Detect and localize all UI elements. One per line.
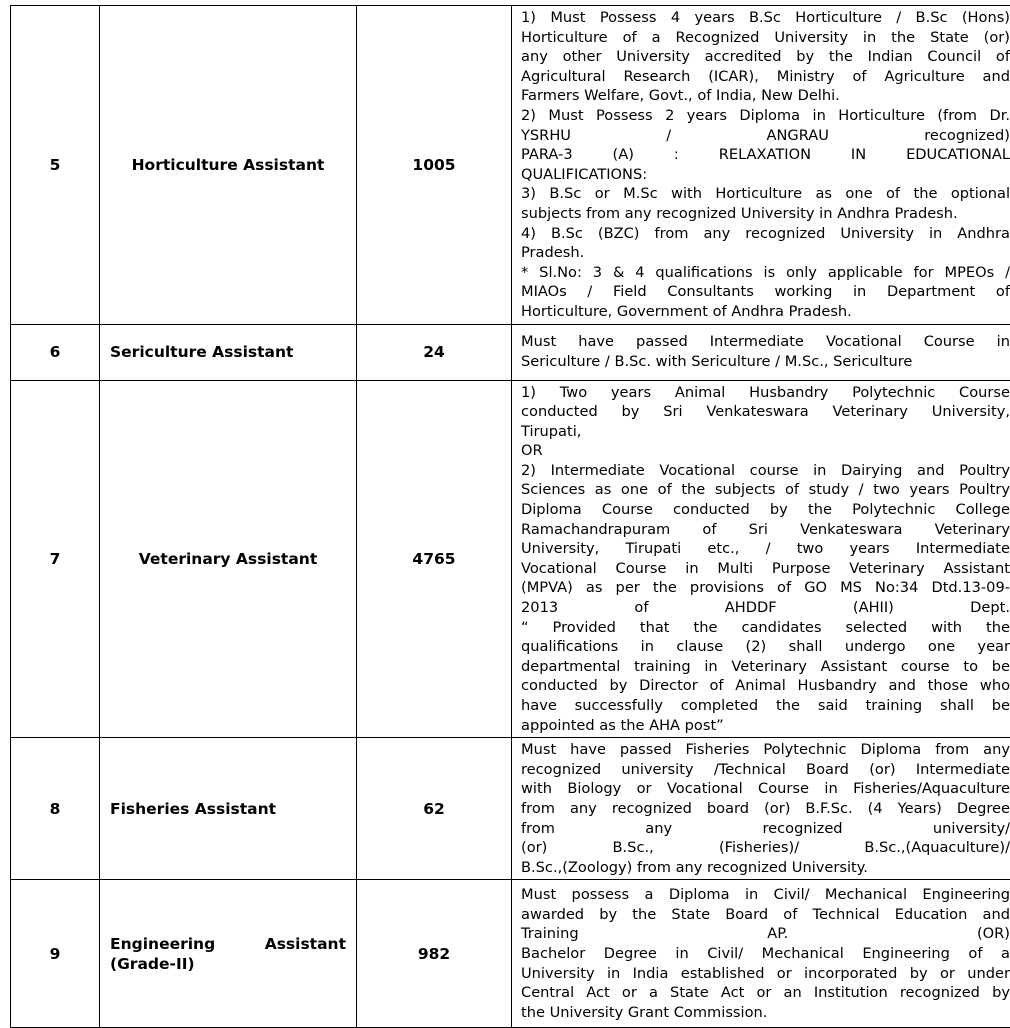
qualification-line: Horticulture, Government of Andhra Pradesh. bbox=[521, 302, 1010, 322]
qualification-line: MIAOs / Field Consultants working in Department of bbox=[521, 282, 1010, 302]
qualification-line: conducted by Sri Venkateswara Veterinary University, bbox=[521, 402, 1010, 422]
table-row bbox=[11, 738, 1010, 880]
vacancies-cell: 24 bbox=[357, 324, 512, 380]
qualification-line: B.Sc.,(Zoology) from any recognized University. bbox=[521, 858, 1010, 878]
qualification-line: University, Tirupati etc., / two years Intermediate bbox=[521, 539, 1010, 559]
qualification-line: have successfully completed the said training shall be bbox=[521, 696, 1010, 716]
qualification-line: PARA-3 (A) : RELAXATION IN EDUCATIONAL bbox=[521, 145, 1010, 165]
sl-no-cell: 9 bbox=[11, 880, 100, 1028]
qualification-line: subjects from any recognized University in Andhra Pradesh. bbox=[521, 204, 1010, 224]
qualification-line: Vocational Course in Multi Purpose Veterinary Assistant bbox=[521, 559, 1010, 579]
qualification-line: recognized university /Technical Board (or) Intermediate bbox=[521, 760, 1010, 780]
vacancies-cell: 1005 bbox=[357, 6, 512, 325]
qualification-line: qualifications in clause (2) shall undergo one year bbox=[521, 637, 1010, 657]
qualification-line: any other University accredited by the Indian Council of bbox=[521, 47, 1010, 67]
qualification-line: “ Provided that the candidates selected with the bbox=[521, 618, 1010, 638]
qualification-line: 3) B.Sc or M.Sc with Horticulture as one of the optional bbox=[521, 184, 1010, 204]
qualification-line: Diploma Course conducted by the Polytechnic College bbox=[521, 500, 1010, 520]
post-name-cell: Horticulture Assistant bbox=[100, 6, 357, 325]
post-name-cell: Sericulture Assistant bbox=[100, 324, 357, 380]
qualification-cell bbox=[512, 380, 1010, 738]
post-name-cell: Veterinary Assistant bbox=[100, 380, 357, 738]
qualification-line: Must have passed Intermediate Vocational Course in bbox=[521, 332, 1010, 352]
table-body bbox=[11, 6, 1010, 1028]
post-name-cell: Engineering Assistant (Grade-II) bbox=[100, 880, 357, 1028]
qualification-line: with Biology or Vocational Course in Fisheries/Aquaculture bbox=[521, 779, 1010, 799]
qualification-line: from any recognized board (or) B.F.Sc. (4 Years) Degree bbox=[521, 799, 1010, 819]
qualification-cell bbox=[512, 324, 1010, 380]
qualification-line: 2) Intermediate Vocational course in Dairying and Poultry bbox=[521, 461, 1010, 481]
qualification-line: Ramachandrapuram of Sri Venkateswara Veterinary bbox=[521, 520, 1010, 540]
qualification-line: 2) Must Possess 2 years Diploma in Horticulture (from Dr. bbox=[521, 106, 1010, 126]
document-page bbox=[10, 5, 1000, 1028]
qualification-cell bbox=[512, 738, 1010, 880]
qualification-line: Horticulture of a Recognized University in the State (or) bbox=[521, 28, 1010, 48]
qualification-line: 1) Must Possess 4 years B.Sc Horticulture / B.Sc (Hons) bbox=[521, 8, 1010, 28]
qualification-line: University in India established or incorporated by or under bbox=[521, 964, 1010, 984]
qualification-line: appointed as the AHA post” bbox=[521, 716, 1010, 736]
qualification-line: Sciences as one of the subjects of study / two years Poultry bbox=[521, 480, 1010, 500]
vacancies-cell: 4765 bbox=[357, 380, 512, 738]
table-row bbox=[11, 380, 1010, 738]
vacancies-cell: 982 bbox=[357, 880, 512, 1028]
qualification-line: departmental training in Veterinary Assistant course to be bbox=[521, 657, 1010, 677]
qualification-line: * Sl.No: 3 & 4 qualifications is only applicable for MPEOs / bbox=[521, 263, 1010, 283]
sl-no-cell: 5 bbox=[11, 6, 100, 325]
qualification-line: Agricultural Research (ICAR), Ministry of Agriculture and bbox=[521, 67, 1010, 87]
qualification-cell bbox=[512, 6, 1010, 325]
recruitment-table bbox=[10, 5, 1010, 1028]
qualification-line: Pradesh. bbox=[521, 243, 1010, 263]
qualification-line: conducted by Director of Animal Husbandry and those who bbox=[521, 676, 1010, 696]
sl-no-cell: 7 bbox=[11, 380, 100, 738]
table-row bbox=[11, 6, 1010, 325]
qualification-line: awarded by the State Board of Technical Education and bbox=[521, 905, 1010, 925]
sl-no-cell: 6 bbox=[11, 324, 100, 380]
vacancies-cell: 62 bbox=[357, 738, 512, 880]
qualification-line: Farmers Welfare, Govt., of India, New Delhi. bbox=[521, 86, 1010, 106]
qualification-line: the University Grant Commission. bbox=[521, 1003, 1010, 1023]
qualification-line: from any recognized university/ bbox=[521, 819, 1010, 839]
table-row bbox=[11, 880, 1010, 1028]
qualification-line: Central Act or a State Act or an Institution recognized by bbox=[521, 983, 1010, 1003]
post-name-cell: Fisheries Assistant bbox=[100, 738, 357, 880]
qualification-line: Sericulture / B.Sc. with Sericulture / M.Sc., Sericulture bbox=[521, 352, 1010, 372]
qualification-cell bbox=[512, 880, 1010, 1028]
qualification-line: Must possess a Diploma in Civil/ Mechanical Engineering bbox=[521, 885, 1010, 905]
qualification-line: 1) Two years Animal Husbandry Polytechnic Course bbox=[521, 383, 1010, 403]
sl-no-cell: 8 bbox=[11, 738, 100, 880]
table-row bbox=[11, 324, 1010, 380]
qualification-line: QUALIFICATIONS: bbox=[521, 165, 1010, 185]
qualification-line: 2013 of AHDDF (AHII) Dept. bbox=[521, 598, 1010, 618]
qualification-line: Must have passed Fisheries Polytechnic Diploma from any bbox=[521, 740, 1010, 760]
qualification-line: (MPVA) as per the provisions of GO MS No:34 Dtd.13-09- bbox=[521, 578, 1010, 598]
qualification-line: 4) B.Sc (BZC) from any recognized University in Andhra bbox=[521, 224, 1010, 244]
qualification-line: Tirupati, bbox=[521, 422, 1010, 442]
qualification-line: Bachelor Degree in Civil/ Mechanical Engineering of a bbox=[521, 944, 1010, 964]
qualification-line: OR bbox=[521, 441, 1010, 461]
qualification-line: YSRHU / ANGRAU recognized) bbox=[521, 126, 1010, 146]
qualification-line: (or) B.Sc., (Fisheries)/ B.Sc.,(Aquaculture)/ bbox=[521, 838, 1010, 858]
qualification-line: Training AP. (OR) bbox=[521, 924, 1010, 944]
